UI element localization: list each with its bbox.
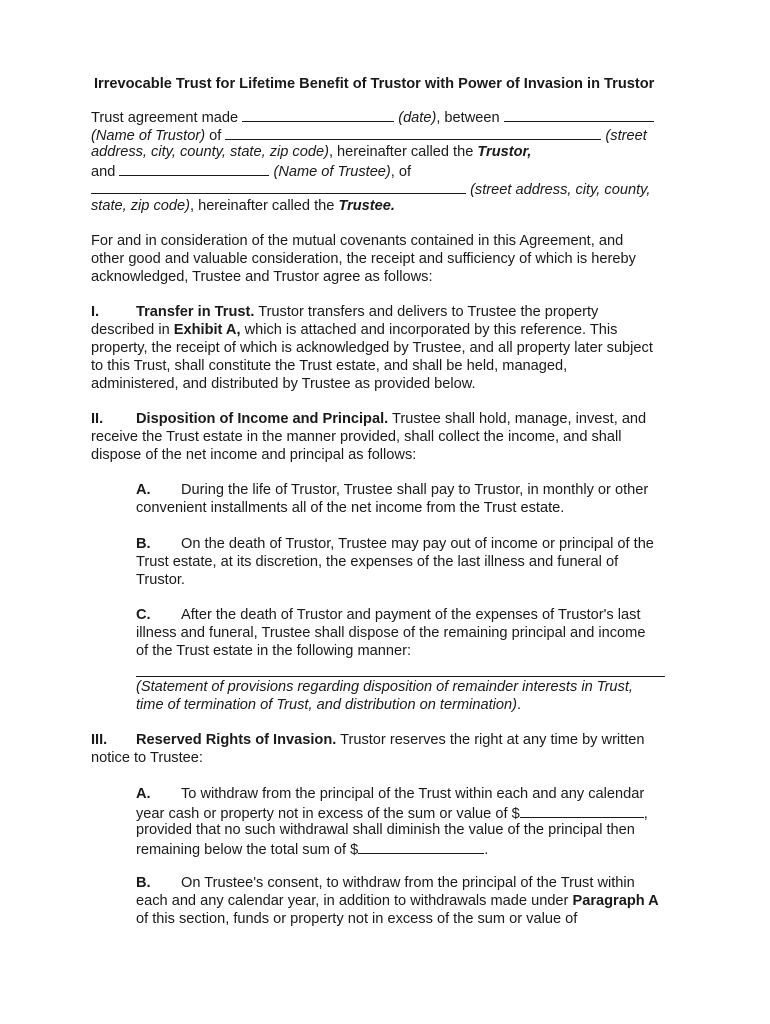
section-text: . xyxy=(484,842,489,858)
section-2-number: II. xyxy=(91,411,104,427)
trustee-term: Trustee. xyxy=(338,198,395,214)
remainder-provisions-blank[interactable] xyxy=(136,676,665,677)
intro-line-2 xyxy=(91,125,647,145)
intro-text: , hereinafter called the xyxy=(189,198,339,214)
date-blank[interactable] xyxy=(242,107,394,122)
trustee-address-blank[interactable] xyxy=(91,179,466,194)
section-text: year cash or property not in excess of the sum or value of $ xyxy=(136,806,520,822)
consideration-line: other good and valuable consideration, the receipt and sufficiency of which is hereby xyxy=(91,251,636,267)
section-2-b-line-1 xyxy=(136,535,654,553)
section-1-line-4: to this Trust, shall constitute the Trust estate, and shall be held, managed, xyxy=(91,358,568,374)
paragraph-label: B. xyxy=(136,536,151,552)
address-label: address, city, county, state, zip code) xyxy=(91,144,329,160)
section-text: On Trustee's consent, to withdraw from the principal of the Trust within xyxy=(181,875,635,891)
section-2-a-line-2: convenient installments all of the net income from the Trust estate. xyxy=(136,500,565,516)
section-text: On the death of Trustor, Trustee may pay out of income or principal of the xyxy=(181,536,654,552)
section-3-a-line-2 xyxy=(136,803,648,823)
street-address-label: (street address, city, county, xyxy=(470,182,651,198)
intro-text: , of xyxy=(390,164,412,180)
intro-line-3 xyxy=(91,143,531,161)
section-3-number: III. xyxy=(91,732,108,748)
date-label: (date) xyxy=(398,110,437,126)
section-3-line-1 xyxy=(91,731,645,749)
section-3-b-line-2 xyxy=(136,892,659,910)
section-2-b-line-2: Trust estate, at its discretion, the expenses of the last illness and funeral of xyxy=(136,554,619,570)
intro-text: , between xyxy=(436,110,504,126)
section-2-c-line-3: of the Trust estate in the following manner: xyxy=(136,643,412,659)
section-3-heading: Reserved Rights of Invasion. xyxy=(136,732,337,748)
trustee-name-blank[interactable] xyxy=(119,161,269,176)
paragraph-label: A. xyxy=(136,786,151,802)
section-3-line-2: notice to Trustee: xyxy=(91,750,203,766)
section-1-heading: Transfer in Trust. xyxy=(136,304,255,320)
intro-line-1 xyxy=(91,107,654,127)
section-2-b-line-3: Trustor. xyxy=(136,572,185,588)
statement-line-2 xyxy=(136,696,521,714)
section-2-line-2: receive the Trust estate in the manner provided, shall collect the income, and shall xyxy=(91,429,622,445)
section-1-line-1 xyxy=(91,303,598,321)
section-text: which is attached and incorporated by this reference. This xyxy=(240,322,618,338)
section-3-b-line-3: of this section, funds or property not in excess of the sum or value of xyxy=(136,911,578,927)
section-text: Trustor transfers and delivers to Trustee the property xyxy=(254,304,599,320)
section-1-line-3: property, the receipt of which is acknowledged by Trustee, and all property later subject xyxy=(91,340,653,356)
trustor-address-blank[interactable] xyxy=(225,125,601,140)
section-3-a-line-4 xyxy=(136,839,488,859)
intro-line-4 xyxy=(91,161,411,181)
section-2-c-line-1 xyxy=(136,606,641,624)
statement-line-1: (Statement of provisions regarding disposition of remainder interests in Trust, xyxy=(136,679,633,695)
section-text: Trustee shall hold, manage, invest, and xyxy=(388,411,647,427)
party-blank[interactable] xyxy=(504,107,654,122)
section-text: each and any calendar year, in addition to withdrawals made under xyxy=(136,893,573,909)
intro-text: Trust agreement made xyxy=(91,110,243,126)
consideration-line: For and in consideration of the mutual covenants contained in this Agreement, and xyxy=(91,233,624,249)
section-text: , xyxy=(643,806,648,822)
intro-line-6 xyxy=(91,197,395,215)
exhibit-a-reference: Exhibit A, xyxy=(173,322,241,338)
section-3-b-line-1 xyxy=(136,874,635,892)
section-text: remaining below the total sum of $ xyxy=(136,842,359,858)
section-1-line-2 xyxy=(91,321,617,339)
intro-text: of xyxy=(205,128,226,144)
state-zip-label: state, zip code) xyxy=(91,198,190,214)
paragraph-label: C. xyxy=(136,607,151,623)
section-text: To withdraw from the principal of the Trust within each and any calendar xyxy=(181,786,645,802)
statement-text: time of termination of Trust, and distribution on termination) xyxy=(136,697,517,713)
intro-text: and xyxy=(91,164,120,180)
section-1-line-5: administered, and distributed by Trustee as provided below. xyxy=(91,376,476,392)
paragraph-label: A. xyxy=(136,482,151,498)
trustor-term: Trustor, xyxy=(477,144,532,160)
section-text: After the death of Trustor and payment of the expenses of Trustor's last xyxy=(181,607,641,623)
section-2-line-1 xyxy=(91,410,646,428)
name-of-trustor-label: (Name of Trustor) xyxy=(91,128,206,144)
paragraph-label: B. xyxy=(136,875,151,891)
consideration-line: acknowledged, Trustee and Trustor agree as follows: xyxy=(91,269,433,285)
section-3-a-line-3: provided that no such withdrawal shall diminish the value of the principal then xyxy=(136,822,635,838)
street-label: (street xyxy=(605,128,647,144)
annual-withdrawal-amount-blank[interactable] xyxy=(520,803,644,818)
section-2-heading: Disposition of Income and Principal. xyxy=(136,411,389,427)
section-2-c-line-2: illness and funeral, Trustee shall dispose of the remaining principal and income xyxy=(136,625,646,641)
section-text: Trustor reserves the right at any time by written xyxy=(336,732,645,748)
section-text: described in xyxy=(91,322,174,338)
paragraph-a-reference: Paragraph A xyxy=(572,893,659,909)
statement-period: . xyxy=(516,697,522,713)
section-text: During the life of Trustor, Trustee shall pay to Trustor, in monthly or other xyxy=(181,482,649,498)
section-3-a-line-1 xyxy=(136,785,644,803)
section-1-number: I. xyxy=(91,304,100,320)
minimum-principal-amount-blank[interactable] xyxy=(358,839,484,854)
intro-text: , hereinafter called the xyxy=(328,144,478,160)
name-of-trustee-label: (Name of Trustee) xyxy=(273,164,391,180)
intro-line-5 xyxy=(91,179,650,199)
section-2-line-3: dispose of the net income and principal as follows: xyxy=(91,447,417,463)
document-title: Irrevocable Trust for Lifetime Benefit of Trustor with Power of Invasion in Trustor xyxy=(94,76,655,92)
section-2-a-line-1 xyxy=(136,481,648,499)
